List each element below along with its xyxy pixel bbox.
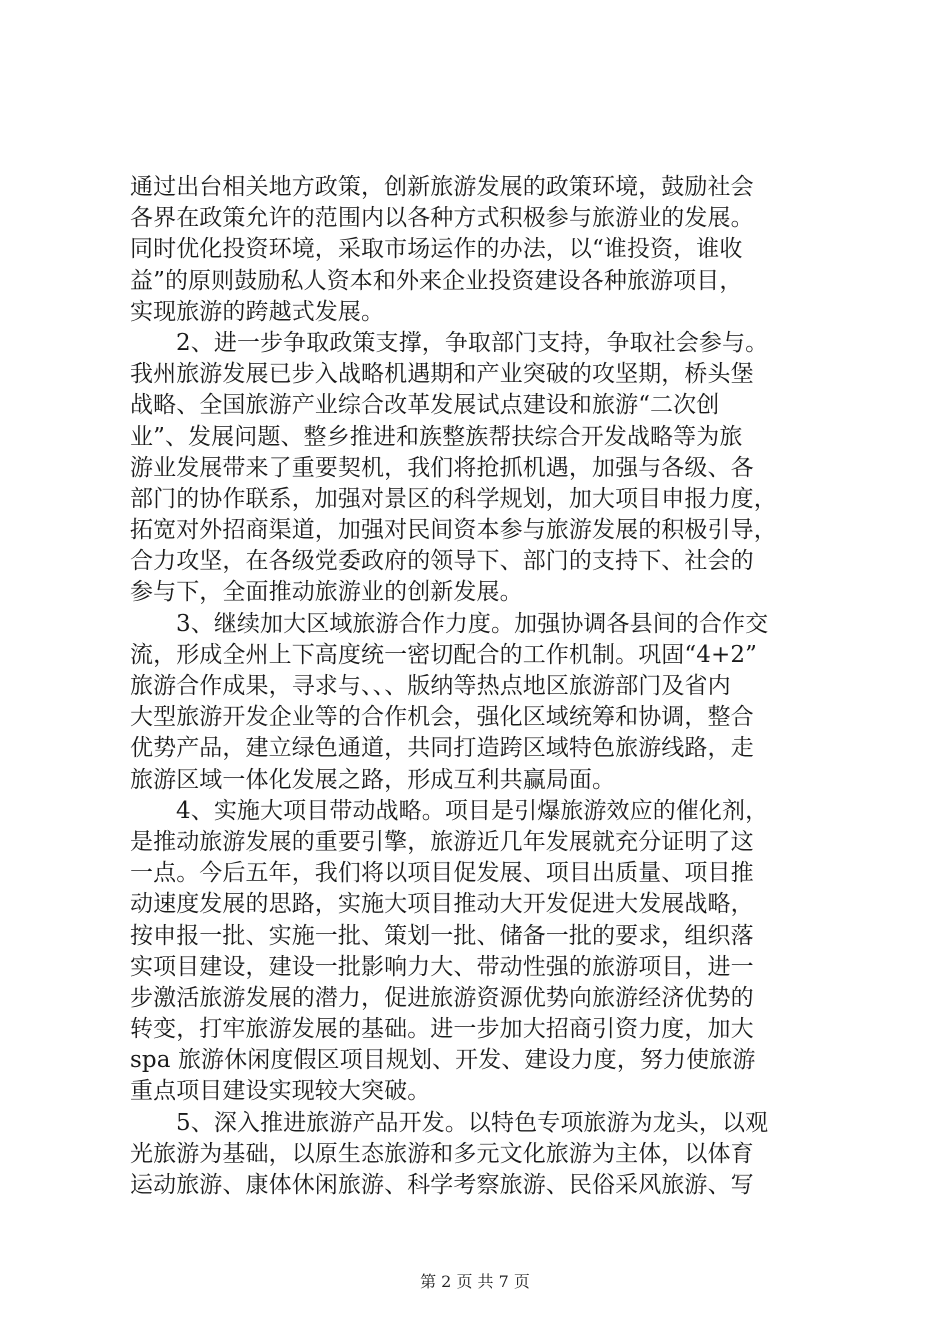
text-line: 同时优化投资环境，采取市场运作的办法，以“谁投资，谁收 bbox=[130, 236, 743, 263]
text-line: 游业发展带来了重要契机，我们将抢抓机遇，加强与各级、各 bbox=[130, 454, 754, 481]
text-line: 动速度发展的思路，实施大项目推动大开发促进大发展战略， bbox=[130, 891, 754, 918]
text-line: 3、继续加大区域旅游合作力度。加强协调各县间的合作交 bbox=[176, 610, 769, 637]
text-line: 我州旅游发展已步入战略机遇期和产业突破的攻坚期，桥头堡 bbox=[130, 361, 754, 388]
text-line: 参与下，全面推动旅游业的创新发展。 bbox=[130, 579, 523, 606]
text-line: 益”的原则鼓励私人资本和外来企业投资建设各种旅游项目， bbox=[130, 267, 743, 294]
text-line: 通过出台相关地方政策，创新旅游发展的政策环境，鼓励社会 bbox=[130, 174, 754, 200]
text-line: 实现旅游的跨越式发展。 bbox=[130, 298, 385, 325]
text-line: 实项目建设，建设一批影响力大、带动性强的旅游项目，进一 bbox=[130, 953, 754, 980]
text-line: 光旅游为基础，以原生态旅游和多元文化旅游为主体，以体育 bbox=[130, 1140, 754, 1167]
text-line: spa 旅游休闲度假区项目规划、开发、建设力度，努力使旅游 bbox=[130, 1047, 756, 1074]
text-line: 旅游合作成果，寻求与、、、版纳等热点地区旅游部门及省内 bbox=[130, 673, 731, 699]
text-line: 4、实施大项目带动战略。项目是引爆旅游效应的催化剂， bbox=[176, 797, 769, 824]
page-footer: 第 2 页 共 7 页 bbox=[420, 1272, 530, 1291]
text-line: 战略、全国旅游产业综合改革发展试点建设和旅游“二次创 bbox=[130, 392, 720, 419]
text-line: 一点。今后五年，我们将以项目促发展、项目出质量、项目推 bbox=[130, 860, 754, 887]
text-line: 步激活旅游发展的潜力，促进旅游资源优势向旅游经济优势的 bbox=[130, 984, 754, 1011]
text-line: 运动旅游、康体休闲旅游、科学考察旅游、民俗采风旅游、写 bbox=[130, 1172, 754, 1198]
text-line: 各界在政策允许的范围内以各种方式积极参与旅游业的发展。 bbox=[130, 205, 754, 232]
text-line: 2、进一步争取政策支撑，争取部门支持，争取社会参与。 bbox=[176, 329, 769, 356]
text-line: 部门的协作联系，加强对景区的科学规划，加大项目申报力度， bbox=[130, 485, 777, 512]
document-body bbox=[130, 172, 830, 1201]
text-line: 5、深入推进旅游产品开发。以特色专项旅游为龙头，以观 bbox=[176, 1109, 769, 1136]
text-line: 大型旅游开发企业等的合作机会，强化区域统筹和协调，整合 bbox=[130, 704, 754, 731]
text-line: 流，形成全州上下高度统一密切配合的工作机制。巩固“4+2” bbox=[130, 641, 757, 668]
text-line: 合力攻坚，在各级党委政府的领导下、部门的支持下、社会的 bbox=[130, 548, 754, 575]
text-line: 重点项目建设实现较大突破。 bbox=[130, 1078, 431, 1105]
text-line: 业”、发展问题、整乡推进和族整族帮扶综合开发战略等为旅 bbox=[130, 423, 743, 450]
text-line: 是推动旅游发展的重要引擎，旅游近几年发展就充分证明了这 bbox=[130, 828, 754, 855]
text-line: 转变，打牢旅游发展的基础。进一步加大招商引资力度，加大 bbox=[130, 1016, 754, 1043]
text-line: 优势产品，建立绿色通道，共同打造跨区域特色旅游线路，走 bbox=[130, 735, 754, 762]
text-line: 按申报一批、实施一批、策划一批、储备一批的要求，组织落 bbox=[130, 922, 754, 949]
text-line: 旅游区域一体化发展之路，形成互利共赢局面。 bbox=[130, 766, 616, 793]
text-line: 拓宽对外招商渠道，加强对民间资本参与旅游发展的积极引导， bbox=[130, 517, 777, 544]
